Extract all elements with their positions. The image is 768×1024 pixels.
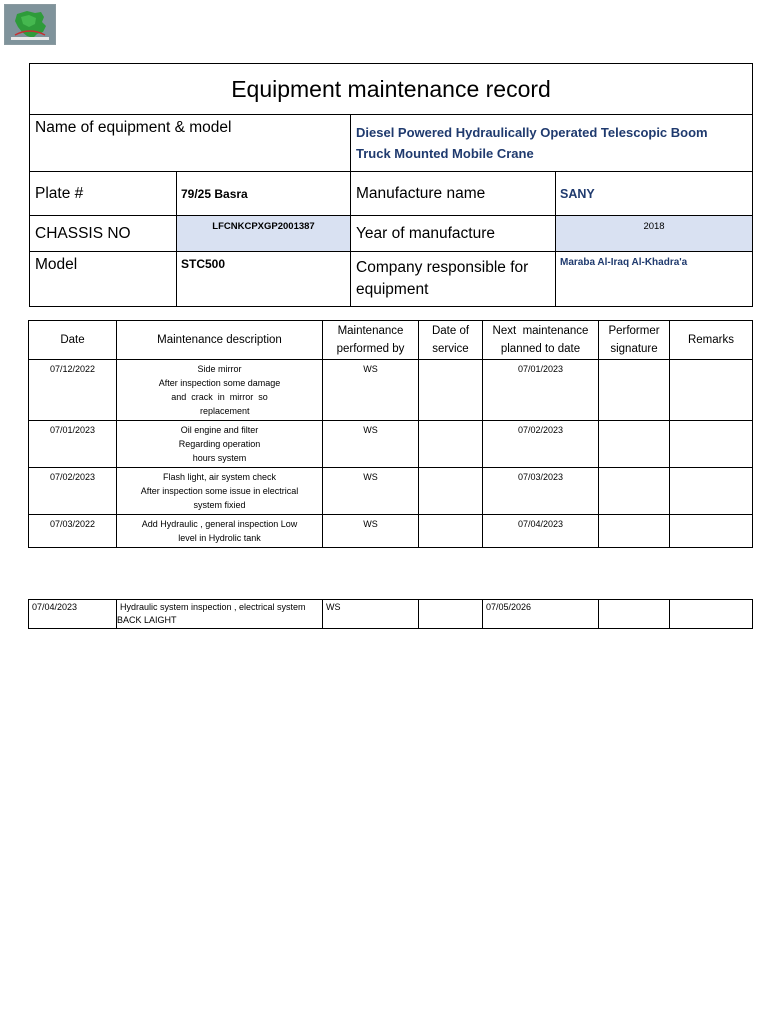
extra-description [117, 600, 323, 629]
col-next-maintenance [483, 321, 599, 360]
desc-line: Add Hydraulic , general inspection Low [141, 519, 298, 529]
extra-performed-by: WS [323, 600, 419, 629]
desc-line: and crack in mirror so [171, 392, 268, 402]
row-description [117, 515, 323, 548]
extra-service-date[interactable] [419, 600, 483, 629]
col-date-of-service [419, 321, 483, 360]
equipment-info-table [29, 63, 753, 307]
row-next-date: 07/04/2023 [483, 515, 599, 548]
col-performer-signature [599, 321, 670, 360]
desc-line: hours system [192, 453, 247, 463]
row-next-date: 07/01/2023 [483, 360, 599, 421]
row-performed-by: WS [323, 421, 419, 468]
extra-remarks[interactable] [670, 600, 753, 629]
col-next-line-2: planned to date [500, 343, 581, 355]
desc-line: Regarding operation [178, 439, 261, 449]
iraq-map-logo-icon [5, 5, 55, 44]
row-remarks[interactable] [670, 360, 753, 421]
company-label [351, 252, 556, 307]
year-value: 2018 [556, 216, 753, 252]
manufacturer-label: Manufacture name [351, 172, 556, 216]
year-label: Year of manufacture [351, 216, 556, 252]
col-signature-line-2: signature [610, 343, 658, 355]
row-signature[interactable] [599, 360, 670, 421]
additional-entry-table [28, 599, 753, 629]
row-performed-by: WS [323, 360, 419, 421]
page-title: Equipment maintenance record [30, 64, 753, 115]
row-remarks[interactable] [670, 515, 753, 548]
row-service-date[interactable] [419, 360, 483, 421]
row-description [117, 468, 323, 515]
table-row [29, 515, 753, 548]
col-description: Maintenance description [117, 321, 323, 360]
company-label-line-2: equipment [356, 281, 429, 298]
model-value: STC500 [177, 252, 351, 307]
equipment-value-line-1: Diesel Powered Hydraulically Operated Telescopic Boom [356, 125, 708, 140]
col-remarks: Remarks [670, 321, 753, 360]
desc-line: Side mirror [197, 364, 242, 374]
row-signature[interactable] [599, 421, 670, 468]
equipment-value-line-2: Truck Mounted Mobile Crane [356, 146, 534, 161]
row-date: 07/03/2022 [29, 515, 117, 548]
company-value: Maraba Al-Iraq Al-Khadra'a [556, 252, 753, 307]
desc-line: replacement [200, 406, 250, 416]
desc-line: level in Hydrolic tank [178, 533, 261, 543]
col-date: Date [29, 321, 117, 360]
desc-line: Flash light, air system check [162, 472, 277, 482]
extra-next-date: 07/05/2026 [483, 600, 599, 629]
row-signature[interactable] [599, 468, 670, 515]
row-description [117, 360, 323, 421]
company-label-line-1: Company responsible for [356, 259, 529, 276]
row-description [117, 421, 323, 468]
row-date: 07/12/2022 [29, 360, 117, 421]
row-performed-by: WS [323, 515, 419, 548]
table-row [29, 468, 753, 515]
row-service-date[interactable] [419, 515, 483, 548]
table-row [29, 600, 753, 629]
table-row [29, 421, 753, 468]
row-service-date[interactable] [419, 468, 483, 515]
col-service-line-1: Date of [431, 325, 470, 337]
plate-value: 79/25 Basra [177, 172, 351, 216]
row-service-date[interactable] [419, 421, 483, 468]
row-remarks[interactable] [670, 421, 753, 468]
col-signature-line-1: Performer [608, 325, 660, 337]
row-date: 07/02/2023 [29, 468, 117, 515]
extra-desc-line-2: BACK LAIGHT [117, 615, 177, 625]
row-performed-by: WS [323, 468, 419, 515]
equipment-label: Name of equipment & model [30, 115, 351, 172]
col-next-line-1: Next maintenance [492, 325, 589, 337]
row-signature[interactable] [599, 515, 670, 548]
desc-line: Oil engine and filter [180, 425, 259, 435]
maintenance-log-table [28, 320, 753, 548]
plate-label: Plate # [30, 172, 177, 216]
manufacturer-value: SANY [556, 172, 753, 216]
col-performed-by-line-1: Maintenance [337, 325, 404, 337]
log-header-row [29, 321, 753, 360]
chassis-value: LFCNKCPXGP2001387 [177, 216, 351, 252]
row-date: 07/01/2023 [29, 421, 117, 468]
desc-line: After inspection some damage [158, 378, 281, 388]
col-performed-by-line-2: performed by [336, 343, 405, 355]
row-remarks[interactable] [670, 468, 753, 515]
company-logo [4, 4, 56, 45]
desc-line: After inspection some issue in electrical [140, 486, 299, 496]
chassis-label: CHASSIS NO [30, 216, 177, 252]
equipment-value [351, 115, 753, 172]
model-label: Model [30, 252, 177, 307]
col-service-line-2: service [432, 343, 469, 355]
row-next-date: 07/02/2023 [483, 421, 599, 468]
extra-desc-line-1: Hydraulic system inspection , electrical system [120, 602, 306, 612]
row-next-date: 07/03/2023 [483, 468, 599, 515]
extra-date: 07/04/2023 [29, 600, 117, 629]
extra-signature[interactable] [599, 600, 670, 629]
table-row [29, 360, 753, 421]
desc-line: system fixied [193, 500, 246, 510]
col-performed-by [323, 321, 419, 360]
